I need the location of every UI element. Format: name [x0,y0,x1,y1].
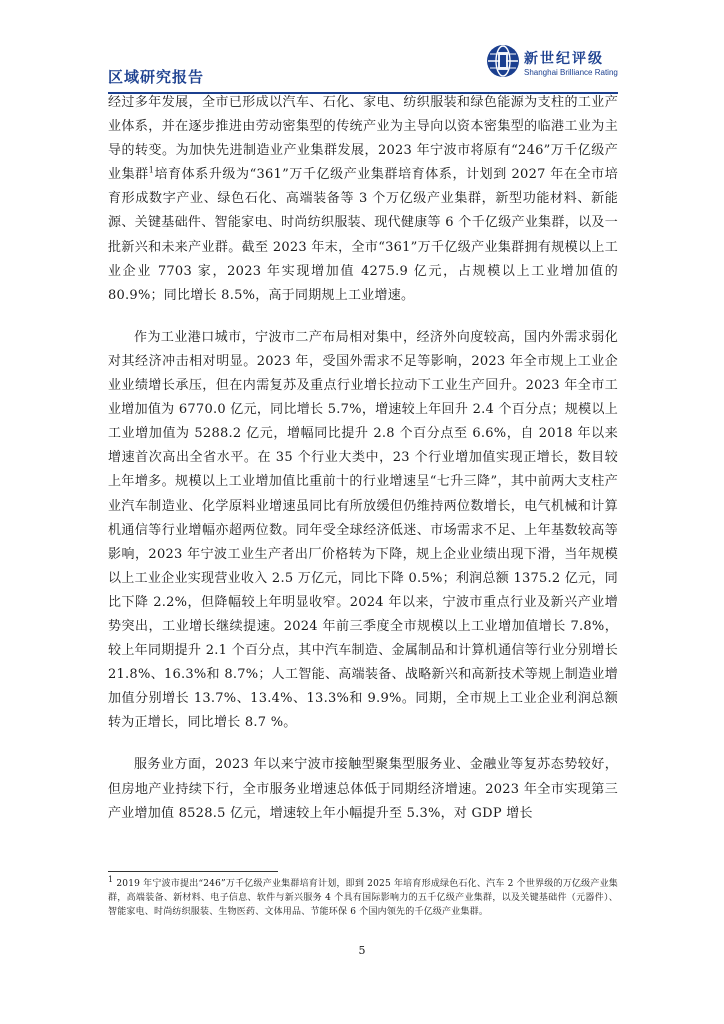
paragraph-text: 培育体系升级为“361”万千亿级产业集群培育体系，计划到 2027 年在全市培育形成数字产业、绿色石化、高端装备等 3 个万亿级产业集群，新型功能材料、新能源、关键基础件、智能家电、时尚纺织服装、现代健康等 6 个千亿级产业集群，以及一批新兴和未来产业群。截至 2023 年末，全市“361”万千亿级产业集群拥有规模以上工业企业 7703 家，2023 年实现增加值 4275.9 亿元，占规模以上工业增加值的 80.9%；同比增长 8.5%，高于同期规上工业增速。 [108,167,618,303]
footnote-mark: 1 [108,875,114,884]
page-header [108,40,618,92]
paragraph-services: 服务业方面，2023 年以来宁波市接触型聚集型服务业、金融业等复苏态势较好，但房地产业持续下行，全市服务业增速总体低于同期经济增速。2023 年全市实现第三产业增加值 8528.5 亿元，增速较上年小幅提升至 5.3%，对 GDP 增长 [108,757,618,821]
footnote [108,877,618,919]
footnote-text: 2019 年宁波市提出“246”万千亿级产业集群培育计划，即到 2025 年培育形成绿色石化、汽车 2 个世界级的万亿级产业集群，高端装备、新材料、电子信息、软件与新兴服务 4 个具有国际影响力的五千亿级产业集群，以及关键基础件（元器件）、智能家电、时尚纺织服装、生物医药、文体用品、节能环保 6 个国内领先的千亿级产业集群。 [108,879,618,917]
report-body [108,91,618,844]
footnote-reference: 1 [148,165,155,175]
section-title: 区域研究报告 [108,68,205,86]
logo-chinese-name: 新世纪评级 [524,51,604,67]
paragraph-industry-system [108,91,618,308]
paragraph-text: 经过多年发展，全市已形成以汽车、石化、家电、纺织服装和绿色能源为支柱的工业产业体系，并在逐步推进由劳动密集型的传统产业为主导向以资本密集型的临港工业为主导的转变。为加快先进制造业产业集群发展，2023 年宁波市将原有“246”万千亿级产业集群 [108,95,618,183]
paragraph-industrial-growth: 作为工业港口城市，宁波市二产布局相对集中，经济外向度较高，国内外需求弱化对其经济冲击相对明显。2023 年，受国外需求不足等影响，2023 年全市规上工业企业业绩增长承压，但在内需复苏及重点行业增长拉动下工业生产回升。2023 年全市工业增加值为 6770.0 亿元，同比增长 5.7%，增速较上年回升 2.4 个百分点；规模以上工业增加值为 5288.2 亿元，增幅同比提升 2.8 个百分点至 6.6%，自 2018 年以来增速首次高出全省水平。在 35 个行业大类中，23 个行业增加值实现正增长，数目较上年增多。规模以上工业增加值比重前十的行业增速呈“七升三降”，其中前两大支柱产业汽车制造业、化学原料业增速虽同比有所放缓但仍维持两位数增长，电气机械和计算机通信等行业增幅亦超两位数。同年受全球经济低迷、市场需求不足、上年基数较高等影响，2023 年宁波工业生产者出厂价格转为下降，规上企业业绩出现下滑，当年规模以上工业企业实现营业收入 2.5 万亿元，同比下降 0.5%；利润总额 1375.2 亿元，同比下降 2.2%，但降幅较上年明显收窄。2024 年以来，宁波市重点行业及新兴产业增势突出，工业增长继续提速。2024 年前三季度全市规模以上工业增加值增长 7.8%，较上年同期提升 2.1 个百分点，其中汽车制造、金属制品和计算机通信等行业分别增长 21.8%、16.3%和 8.7%；人工智能、高端装备、战略新兴和高新技术等规上制造业增加值分别增长 13.7%、13.4%、13.3%和 9.9%。同期，全市规上工业企业利润总额转为正增长，同比增长 8.7 %。 [108,329,618,731]
logo-english-name: Shanghai Brilliance Rating [524,68,618,77]
footnote-rule [108,871,278,872]
page-number: 5 [358,944,366,957]
brand-logo [486,44,618,84]
globe-logo-icon [486,44,520,78]
